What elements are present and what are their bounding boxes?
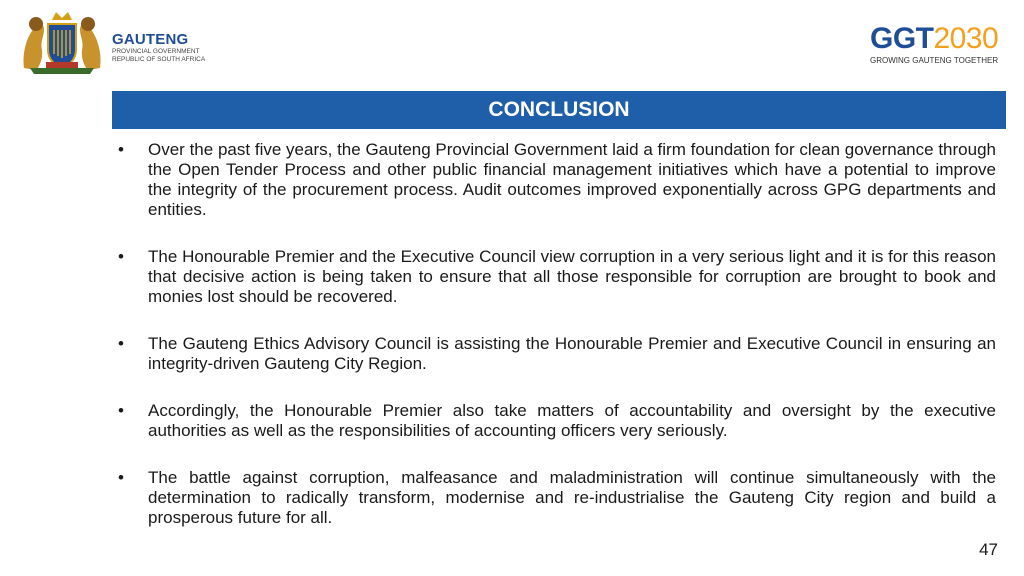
bullet-text: The Gauteng Ethics Advisory Council is assisting the Honourable Premier and Executive Council in ensuring an integrity-driven Gauteng City Region.	[148, 334, 996, 373]
bullet-item	[112, 247, 996, 307]
coat-of-arms-icon	[16, 6, 108, 76]
bullet-item	[112, 334, 996, 374]
page-number: 47	[979, 540, 998, 559]
ggt-tagline: GROWING GAUTENG TOGETHER	[870, 56, 999, 65]
bullet-text: The Honourable Premier and the Executive Council view corruption in a very serious light and it is for this reason that decisive action is being taken to ensure that all those responsible for corruption are brought to book and monies lost should be recovered.	[148, 247, 996, 306]
bullet-item	[112, 468, 996, 528]
bullet-item	[112, 140, 996, 220]
bullet-icon: •	[118, 468, 124, 487]
bullet-text: Over the past five years, the Gauteng Provincial Government laid a firm foundation for clean governance through the Open Tender Process and other public financial management initiatives which have a potential to improve the integrity of the procurement process. Audit outcomes improved exponentially across GPG departments and entities.	[148, 140, 996, 219]
slide-title-bar	[112, 91, 1006, 129]
org-subtitle-2: REPUBLIC OF SOUTH AFRICA	[112, 56, 206, 63]
bullet-text: The battle against corruption, malfeasance and maladministration will continue simultaneously with the determination to radically transform, modernise and re-industrialise the Gauteng City region and build a prosperous future for all.	[148, 468, 996, 527]
bullet-icon: •	[118, 140, 124, 159]
bullet-icon: •	[118, 247, 124, 266]
gauteng-logo	[14, 6, 214, 76]
bullet-icon: •	[118, 334, 124, 353]
ggt-year: 2030	[933, 22, 999, 55]
ggt-prefix: GGT	[870, 22, 934, 55]
ggt2030-logo	[870, 24, 1002, 70]
slide-title: CONCLUSION	[488, 98, 630, 121]
org-subtitle-1: PROVINCIAL GOVERNMENT	[112, 48, 200, 55]
bullet-item	[112, 401, 996, 441]
bullet-list	[112, 140, 996, 555]
bullet-text: Accordingly, the Honourable Premier also take matters of accountability and oversight by the executive authorities as well as the responsibilities of accounting officers very seriously.	[148, 401, 996, 440]
bullet-icon: •	[118, 401, 124, 420]
org-name: GAUTENG	[112, 31, 189, 48]
